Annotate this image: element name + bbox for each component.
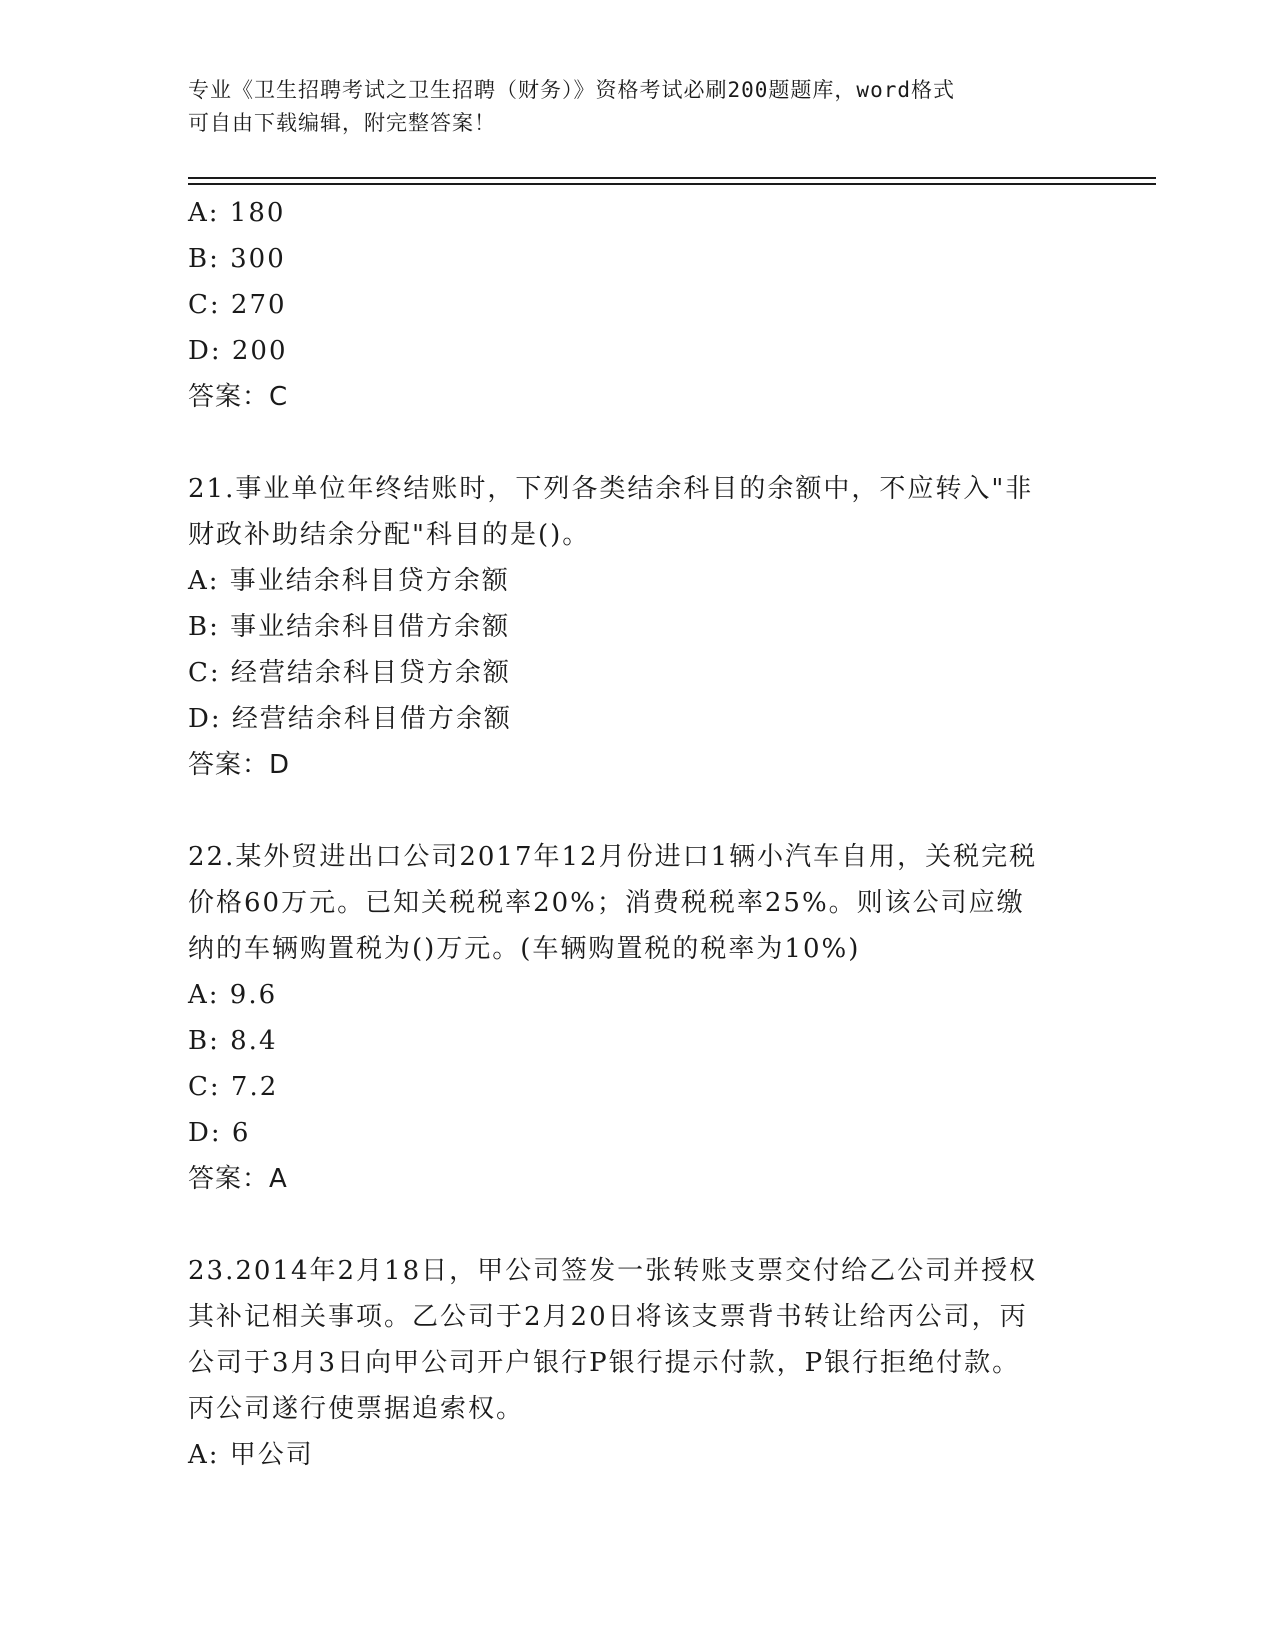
question-stem-line: 价格60万元。已知关税税率20%；消费税税率25%。则该公司应缴 [188, 888, 1025, 918]
option-d: D: 200 [188, 336, 288, 366]
spacer [188, 788, 1088, 834]
option-a: A: 9.6 [188, 980, 278, 1010]
question-stem-line: 公司于3月3日向甲公司开户银行P银行提示付款，P银行拒绝付款。 [188, 1348, 1021, 1378]
option-c: C: 经营结余科目贷方余额 [188, 658, 511, 688]
option-b: B: 事业结余科目借方余额 [188, 612, 511, 642]
question-stem-line: 丙公司遂行使票据追索权。 [188, 1394, 525, 1424]
question-stem-line: 21.事业单位年终结账时，下列各类结余科目的余额中，不应转入"非 [188, 474, 1034, 504]
answer: 答案：A [188, 1164, 288, 1194]
option-b: B: 8.4 [188, 1026, 278, 1056]
header-divider-bottom [188, 183, 1156, 185]
option-d: D: 6 [188, 1118, 251, 1148]
question-stem-line: 纳的车辆购置税为()万元。(车辆购置税的税率为10%) [188, 934, 861, 964]
option-d: D: 经营结余科目借方余额 [188, 704, 512, 734]
document-header [188, 74, 1088, 140]
spacer [188, 1202, 1088, 1248]
option-a: A: 事业结余科目贷方余额 [188, 566, 510, 596]
option-a: A: 180 [188, 198, 286, 228]
header-line-2: 可自由下载编辑，附完整答案！ [188, 111, 496, 135]
question-22 [188, 834, 1088, 1202]
header-line-1: 专业《卫生招聘考试之卫生招聘（财务）》资格考试必刷200题题库，word格式 [188, 78, 955, 102]
header-divider-top [188, 177, 1156, 179]
option-c: C: 7.2 [188, 1072, 279, 1102]
answer: 答案：C [188, 382, 289, 412]
question-23 [188, 1248, 1088, 1478]
question-stem-line: 其补记相关事项。乙公司于2月20日将该支票背书转让给丙公司，丙 [188, 1302, 1028, 1332]
question-list [188, 190, 1088, 1478]
question-20 [188, 190, 1088, 420]
question-stem-line: 财政补助结余分配"科目的是()。 [188, 520, 591, 550]
option-c: C: 270 [188, 290, 287, 320]
option-a: A: 甲公司 [188, 1440, 314, 1470]
question-stem-line: 22.某外贸进出口公司2017年12月份进口1辆小汽车自用，关税完税 [188, 842, 1038, 872]
question-21 [188, 466, 1088, 788]
question-stem-line: 23.2014年2月18日，甲公司签发一张转账支票交付给乙公司并授权 [188, 1256, 1038, 1286]
answer: 答案：D [188, 750, 291, 780]
spacer [188, 420, 1088, 466]
option-b: B: 300 [188, 244, 286, 274]
